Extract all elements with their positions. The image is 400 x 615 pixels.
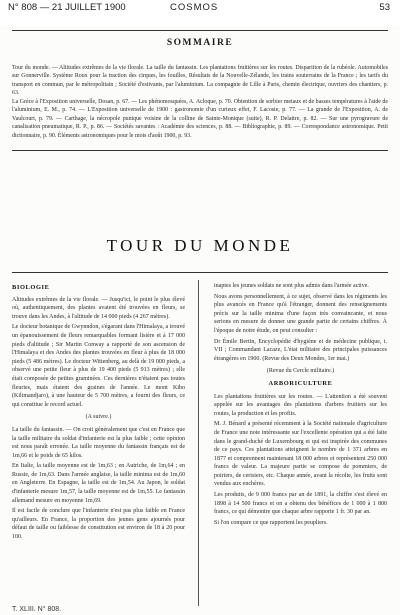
column-divider xyxy=(198,280,199,606)
sommaire-paragraph-1: Tour du monde. — Altitudes extrêmes de la vie florale. La taille du fantassin. Les plantations fruitières sur les routes. Disparition de la rubéole. Automobiles sur Gonnerville. Système Roux pour la traction des cirques, les fouilles, Résultats de la Nouvelle-Zélande, les trains souterrains de la France ; les tarifs du transport en commun, par le métropolitain ; Société d'estivants, par l'aluminium. La compagnie de Lille à Paris, chemin électrique, ouvriers des chantiers, p. 63. xyxy=(12,65,388,97)
sommaire-paragraph-2: La Grèce à l'Exposition universelle, Dosan, p. 67. — Les phénomosquées, A. Acloque, p. 70. Obtention de sorbier metaux et de basses températures à l'aide de l'aluminium, E. M., p. 74. — L'Exposition universelle de 1900 : gastronomie d'un curieux effet, F. Lacoste, p. 77. — La grande de l'Exposition, A. de Vaulcourt, p. 79. — Carthage, la nécropole punique voisine de la colline de Sainte-Monique (suite), R. P. Delattre, p. 82. — Sur une pyrogravure de canalisation pneumatique, R. P., p. 86. — Sociétés savantes : Académie des sciences, p. 88. — Bibliographie, p. 89. — Correspondance astronomique. Petit dictionnaire, p. 90. Éléments astronomiques pour le mois d'août 1900, p. 93. xyxy=(12,99,388,139)
paragraph: Si l'on compare ce que rapportent les peupliers. xyxy=(214,519,328,526)
paragraph: Le docteur botanique de Gwynndon, s'égarant dans l'Himalaya, a trouvé un épanouissement de fleurs remarquables formant lisière et à 17 000 pieds d'altitude ; Sir Martin Conway a rapporté de son ascension de l'Himalaya et des Andes des plantes trouvées en fleur à plus de 18 000 pieds (5 486 mètres). Le docteur Wittenberg, au delà de 19 000 pieds, a observé une petite fleur à plus de 19 400 pieds (5 913 mètres) ; elle était composée de petites graminées. Ces dernières n'étaient pas toutes fleuries, mais étaient des graines de l'année. Le mont Kibo (Kilimandjaro), à une hauteur de 5 700 mètres, a fourni des fleurs, ce qui constitue le record actuel. xyxy=(12,324,185,408)
paragraph: Dr Émile Bertin, Encyclopédie d'hygiène et de médecine publique, t. VII ; Commandant Lacaze, L'état militaire des principales puissances étrangères en 1900. (Revue des Deux Mondes, 1er mai.) xyxy=(214,338,387,362)
section-heading-biologie: BIOLOGIE xyxy=(12,284,50,291)
top-rule xyxy=(12,30,388,31)
journal-name: COSMOS xyxy=(170,2,219,13)
page-number: 53 xyxy=(379,2,390,13)
right-column xyxy=(214,282,387,600)
sommaire-heading: SOMMAIRE xyxy=(166,38,234,48)
title-rule xyxy=(12,272,388,273)
paragraph: Altitudes extrêmes de la vie florale. — Jusqu'ici, le point le plus élevé où, authentiquement, des plantes avaient été trouvées en fleurs, se trouve dans les Andes, à l'altitude de 14 000 pieds (4 267 mètres). xyxy=(12,296,185,320)
page-footer: T. XLIII. N° 808. xyxy=(12,606,62,613)
paragraph: Il est facile de conclure que l'infanterie n'est pas plus faible en France qu'ailleurs. En France, la proportion des jeunes gens ajournés pour défaut de taille ou faiblesse de constitution est environ de 18 à 20 pour 100. xyxy=(12,508,185,541)
section-heading-arboriculture: ARBORICULTURE xyxy=(268,379,333,387)
paragraph: M. J. Bénard a présenté récemment à la Société nationale d'agriculture de France une note intéressante sur l'excellente opération qui a été faite dans le grand-duché de Luxembourg et qui est inspirée des communes de ce pays. Ces plantations atteignent le nombre de 1 371 arbres en 1877 et comprennent maintenant 18 000 arbres et représentent 250 000 francs de valeur. La majeure partie se compose de pommiers, de poiriers, de cerisiers, etc. Chaque année, avant la récolte, les fruits sont vendus aux enchères. xyxy=(214,421,387,488)
issue-number: N° 808 — 21 JUILLET 1900 xyxy=(8,2,126,13)
paragraph: En Italie, la taille moyenne est de 1m,63 ; en Autriche, de 1m,64 ; en Russie, de 1m,63. Dans l'armée anglaise, la taille minima est de 1m,60 en Angleterre. En Espagne, la taille est de 1m,54. Au Japon, le soldat d'infanterie mesure 1m,57, la taille moyenne est de 1m,55. Le fantassin allemand mesure en moyenne 1m,69. xyxy=(12,463,185,504)
source-citation: (Revue du Cercle militaire.) xyxy=(266,368,335,375)
left-column xyxy=(12,282,185,600)
paragraph: Les produits, de 9 000 francs par an de 1891, la chiffre s'est élevé en 1898 à 14 500 francs et on a obtenu des bénéfices de 1 000 à 1 800 francs, ce qui démontre que chaque arbre rapporte 1 fr. 30 par an. xyxy=(214,492,387,516)
to-be-continued-note: (A suivre.) xyxy=(85,414,112,421)
paragraph: Les plantations fruitières sur les routes. — L'attention a été souvent appelée sur les avantages des plantations d'arbres fruitiers sur les routes, la production et les profits. xyxy=(214,393,387,417)
running-header xyxy=(0,0,400,26)
paragraph: inaptes les jeunes soldats ne sont plus admis dans l'armée active. xyxy=(214,283,369,289)
section-title: TOUR DU MONDE xyxy=(106,236,294,255)
sommaire-bottom-rule xyxy=(12,150,388,151)
paragraph: La taille du fantassin. — On croit généralement que c'est en France que la taille militaire du soldat d'infanterie est la plus faible ; cette opinion est nous paraît erronée. La taille moyenne du fantassin français est de 1m,66 et le poids de 65 kilos. xyxy=(12,426,185,459)
paragraph: Nous avons personnellement, à ce sujet, observé dans les régiments les plus avancés en France qu'à l'étranger, donnent des renseignements précis sur la taille minima d'une façon très convaincante, et nous serions en mesure de donner une grande partie de certains chiffres. À l'époque de notre étude, on peut consulter : xyxy=(214,293,387,334)
